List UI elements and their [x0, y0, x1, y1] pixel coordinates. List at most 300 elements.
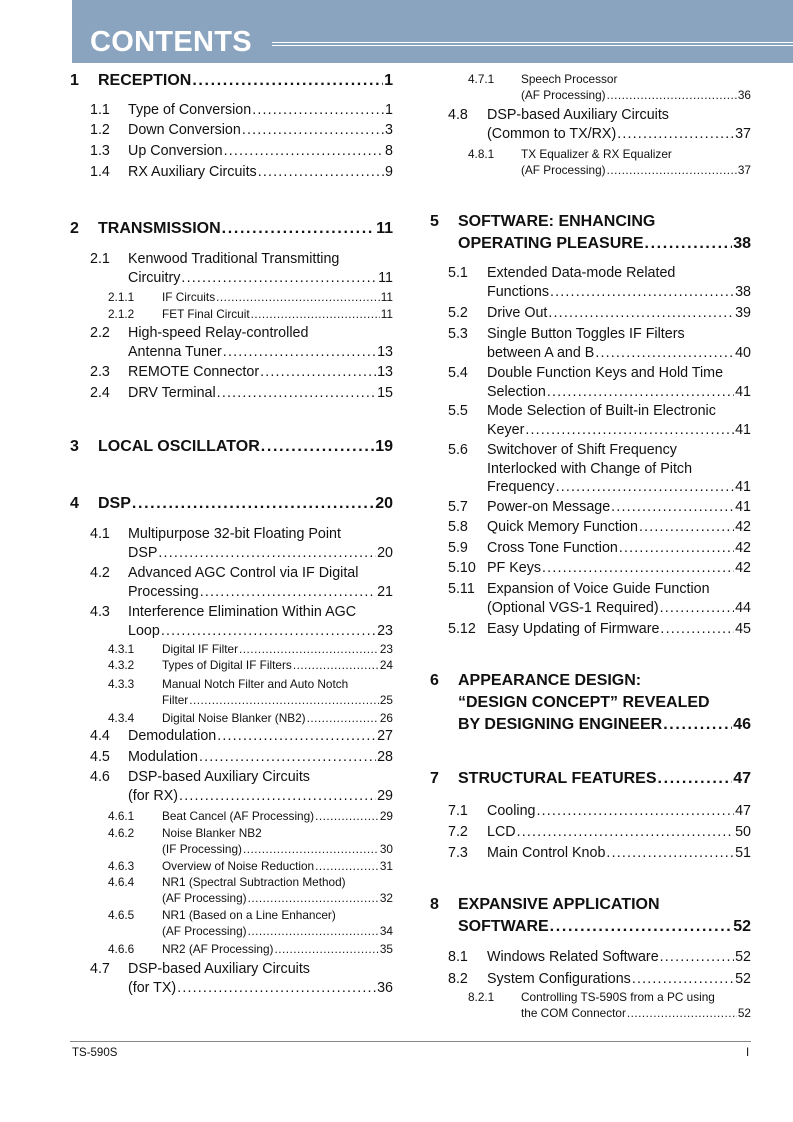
toc-line [487, 498, 751, 517]
toc-section[interactable] [430, 441, 751, 497]
toc-chapter[interactable] [430, 768, 751, 790]
dot-leader [556, 478, 735, 497]
toc-page-number: 26 [379, 711, 393, 725]
toc-chapter[interactable] [70, 436, 393, 458]
toc-page-number: 11 [378, 269, 393, 286]
toc-title: Mode Selection of Built-in Electronic [487, 403, 716, 419]
toc-page-number: 41 [735, 499, 751, 515]
toc-title: Single Button Toggles IF Filters [487, 326, 685, 342]
toc-number: 2 [70, 220, 79, 237]
toc-title: STRUCTURAL FEATURES [458, 770, 657, 787]
toc-page-number: 51 [735, 845, 751, 861]
dot-leader [307, 710, 379, 726]
toc-title: DSP [128, 544, 158, 561]
dot-leader [315, 858, 379, 874]
toc-section[interactable] [430, 364, 751, 401]
toc-title: APPEARANCE DESIGN: [458, 672, 642, 689]
toc-number: 8.2.1 [468, 990, 495, 1004]
toc-page-number: 36 [377, 979, 393, 996]
toc-line [521, 162, 751, 178]
toc-chapter[interactable] [430, 894, 751, 938]
toc-title: Circuitry [128, 269, 181, 286]
dot-leader [606, 844, 734, 863]
toc-title: Controlling TS-590S from a PC using [521, 990, 715, 1004]
toc-line [128, 748, 393, 767]
toc-number: 4.5 [90, 749, 110, 765]
toc-section[interactable] [430, 402, 751, 439]
toc-number: 4.3.3 [108, 677, 135, 691]
footer-divider [70, 1041, 751, 1042]
dot-leader [217, 727, 376, 746]
toc-title: Cooling [487, 803, 536, 819]
toc-line [98, 436, 393, 458]
toc-number: 2.1.2 [108, 307, 135, 321]
toc-page-number: 36 [737, 88, 751, 102]
toc-number: 4.6.2 [108, 826, 135, 840]
toc-number: 4.3.4 [108, 711, 135, 725]
toc-line [128, 544, 393, 563]
toc-title: Drive Out [487, 305, 548, 321]
toc-title: Digital Noise Blanker (NB2) [162, 711, 306, 725]
toc-line [458, 233, 751, 255]
toc-number: 4.6.3 [108, 859, 135, 873]
dot-leader [217, 384, 376, 403]
toc-subsection[interactable] [70, 641, 393, 657]
toc-page-number: 37 [735, 125, 751, 142]
toc-line [128, 142, 393, 161]
dot-leader [251, 306, 380, 322]
toc-section[interactable] [70, 603, 393, 640]
toc-title: (Common to TX/RX) [487, 125, 617, 142]
toc-page-number: 13 [377, 343, 393, 360]
toc-title: TX Equalizer & RX Equalizer [521, 147, 672, 161]
dot-leader [177, 979, 376, 998]
toc-title: Windows Related Software [487, 949, 659, 965]
toc-subsection[interactable] [70, 306, 393, 322]
toc-page-number: 46 [733, 716, 751, 733]
dot-leader [315, 808, 379, 824]
toc-line [128, 269, 393, 288]
toc-page-number: 34 [379, 924, 393, 938]
toc-line [128, 101, 393, 120]
toc-title: EXPANSIVE APPLICATION [458, 896, 660, 913]
dot-leader [660, 620, 734, 639]
toc-number: 4.2 [90, 565, 110, 581]
toc-number: 4.6.6 [108, 942, 135, 956]
toc-section[interactable] [70, 142, 393, 161]
dot-leader [199, 748, 376, 767]
toc-chapter[interactable] [430, 670, 751, 736]
toc-number: 4.3.1 [108, 642, 135, 656]
toc-section[interactable] [70, 363, 393, 382]
toc-subsection[interactable] [430, 989, 751, 1021]
toc-line [128, 121, 393, 140]
dot-leader [274, 941, 378, 957]
toc-page-number: 23 [379, 642, 393, 656]
toc-section[interactable] [70, 960, 393, 997]
toc-page-number: 31 [379, 859, 393, 873]
dot-leader [179, 787, 376, 806]
toc-number: 4.8 [448, 107, 468, 123]
toc-line [128, 979, 393, 998]
toc-page-number: 45 [735, 621, 751, 637]
toc-number: 4.6 [90, 769, 110, 785]
dot-leader [252, 101, 384, 120]
toc-number: 2.1 [90, 251, 110, 267]
dot-leader [261, 436, 374, 458]
toc-title: (AF Processing) [162, 924, 247, 938]
toc-title: (AF Processing) [162, 891, 247, 905]
toc-number: 5 [430, 213, 439, 230]
toc-chapter[interactable] [430, 211, 751, 255]
toc-line [162, 890, 393, 906]
dot-leader [192, 70, 383, 92]
toc-title: DSP [98, 495, 131, 512]
toc-title: LCD [487, 824, 516, 840]
toc-title: PF Keys [487, 560, 542, 576]
dot-leader [639, 518, 734, 537]
toc-page-number: 35 [379, 942, 393, 956]
toc-line [128, 384, 393, 403]
toc-number: 5.5 [448, 403, 468, 419]
dot-leader [525, 421, 734, 440]
toc-subsection[interactable] [430, 71, 751, 103]
toc-line [487, 948, 751, 967]
toc-number: 5.9 [448, 540, 468, 556]
toc-line [487, 970, 751, 989]
toc-line [487, 559, 751, 578]
toc-number: 5.1 [448, 265, 468, 281]
toc-line [128, 343, 393, 362]
toc-number: 5.6 [448, 442, 468, 458]
toc-page-number: 50 [735, 824, 751, 840]
toc-number: 3 [70, 438, 79, 455]
toc-title: Type of Conversion [128, 102, 252, 118]
toc-title: Types of Digital IF Filters [162, 658, 292, 672]
toc-title: Extended Data-mode Related [487, 265, 676, 281]
toc-subsection[interactable] [70, 676, 393, 708]
toc-page-number: 32 [379, 891, 393, 905]
toc-title: LOCAL OSCILLATOR [98, 438, 260, 455]
toc-section[interactable] [430, 106, 751, 143]
toc-line [98, 218, 393, 240]
toc-page-number: 42 [735, 519, 751, 535]
dot-leader [223, 343, 376, 362]
dot-leader [260, 363, 376, 382]
dot-leader [222, 218, 375, 240]
toc-page-number: 47 [733, 770, 751, 787]
toc-section[interactable] [430, 559, 751, 578]
toc-title: NR1 (Spectral Subtraction Method) [162, 875, 346, 889]
toc-title: Cross Tone Function [487, 540, 618, 556]
toc-title: BY DESIGNING ENGINEER [458, 716, 663, 733]
toc-line [458, 916, 751, 938]
toc-number: 5.4 [448, 365, 468, 381]
toc-page-number: 42 [735, 540, 751, 556]
toc-title: Kenwood Traditional Transmitting [128, 251, 340, 267]
toc-number: 5.3 [448, 326, 468, 342]
dot-leader [216, 289, 380, 305]
toc-section[interactable] [70, 768, 393, 805]
toc-number: 7.1 [448, 803, 468, 819]
toc-title: Keyer [487, 421, 525, 438]
toc-title: DSP-based Auxiliary Circuits [128, 769, 310, 785]
toc-number: 8.1 [448, 949, 468, 965]
toc-section[interactable] [70, 384, 393, 403]
toc-title: the COM Connector [521, 1006, 626, 1020]
dot-leader [660, 599, 734, 618]
toc-title: Speech Processor [521, 72, 618, 86]
toc-subsection[interactable] [70, 808, 393, 824]
dot-leader [550, 916, 733, 938]
toc-chapter[interactable] [70, 493, 393, 515]
toc-section[interactable] [70, 101, 393, 120]
toc-page-number: 42 [735, 560, 751, 576]
dot-leader [189, 692, 379, 708]
dot-leader [547, 383, 734, 402]
toc-number: 4.6.5 [108, 908, 135, 922]
toc-line [128, 787, 393, 806]
toc-line [458, 714, 751, 736]
dot-leader [239, 641, 379, 657]
toc-title: Interference Elimination Within AGC [128, 604, 357, 620]
dot-leader [663, 714, 732, 736]
toc-number: 4.3 [90, 604, 110, 620]
toc-section[interactable] [70, 250, 393, 287]
toc-title: OPERATING PLEASURE [458, 235, 644, 252]
toc-section[interactable] [430, 970, 751, 989]
toc-title: between A and B [487, 344, 595, 361]
toc-line [487, 539, 751, 558]
toc-section[interactable] [70, 324, 393, 361]
toc-page-number: 39 [735, 305, 751, 321]
footer-page-number: I [746, 1047, 750, 1059]
toc-number: 2.4 [90, 385, 110, 401]
toc-title: Down Conversion [128, 122, 241, 138]
dot-leader [200, 583, 376, 602]
toc-number: 4.1 [90, 526, 110, 542]
toc-page-number: 29 [379, 809, 393, 823]
toc-page-number: 41 [735, 421, 751, 438]
toc-title: Functions [487, 283, 549, 300]
toc-title: Switchover of Shift Frequency [487, 442, 677, 458]
toc-line [162, 941, 393, 957]
toc-line [162, 657, 393, 673]
toc-section[interactable] [430, 844, 751, 863]
toc-subsection[interactable] [70, 907, 393, 939]
toc-title: Manual Notch Filter and Auto Notch [162, 677, 349, 691]
contents-banner [72, 0, 793, 63]
toc-title: Advanced AGC Control via IF Digital [128, 565, 359, 581]
toc-subsection[interactable] [70, 710, 393, 726]
toc-line [162, 289, 393, 305]
toc-page-number: 9 [385, 164, 393, 180]
toc-line [521, 1005, 751, 1021]
toc-number: 4.3.2 [108, 658, 135, 672]
dot-leader [619, 539, 734, 558]
dot-leader [243, 841, 379, 857]
dot-leader [242, 121, 384, 140]
toc-line [162, 641, 393, 657]
toc-section[interactable] [430, 264, 751, 301]
toc-title: NR2 (AF Processing) [162, 942, 274, 956]
footer-model: TS-590S [72, 1047, 118, 1059]
toc-section[interactable] [430, 304, 751, 323]
toc-title: SOFTWARE [458, 918, 549, 935]
toc-page-number: 52 [737, 1006, 751, 1020]
toc-page-number: 1 [384, 72, 393, 89]
toc-section[interactable] [70, 564, 393, 601]
toc-title: Up Conversion [128, 143, 223, 159]
toc-title: FET Final Circuit [162, 307, 250, 321]
toc-title: Interlocked with Change of Pitch [487, 460, 693, 477]
toc-title: Expansion of Voice Guide Function [487, 581, 710, 597]
toc-page-number: 29 [377, 787, 393, 804]
dot-leader [224, 142, 384, 161]
toc-page-number: 38 [733, 235, 751, 252]
toc-number: 2.3 [90, 364, 110, 380]
dot-leader [248, 890, 379, 906]
toc-section[interactable] [70, 121, 393, 140]
dot-leader [550, 283, 734, 302]
toc-number: 4.7 [90, 961, 110, 977]
toc-line [162, 808, 393, 824]
dot-leader [161, 622, 376, 641]
toc-line [162, 858, 393, 874]
dot-leader [258, 163, 384, 182]
toc-number: 7.2 [448, 824, 468, 840]
toc-line [128, 363, 393, 382]
toc-chapter[interactable] [70, 70, 393, 92]
toc-title: Loop [128, 622, 160, 639]
toc-number: 2.1.1 [108, 290, 135, 304]
toc-number: 4.6.4 [108, 875, 135, 889]
toc-line [487, 283, 751, 302]
toc-line [487, 383, 751, 402]
toc-number: 4.6.1 [108, 809, 135, 823]
toc-section[interactable] [430, 325, 751, 362]
toc-page-number: 11 [376, 220, 393, 237]
toc-title: SOFTWARE: ENHANCING [458, 213, 656, 230]
toc-line [487, 599, 751, 618]
toc-line [487, 620, 751, 639]
dot-leader [627, 1005, 737, 1021]
dot-leader [617, 125, 734, 144]
toc-title: DSP-based Auxiliary Circuits [487, 107, 669, 123]
toc-section[interactable] [430, 948, 751, 967]
toc-number: 2.2 [90, 325, 110, 341]
toc-subsection[interactable] [70, 858, 393, 874]
toc-page-number: 25 [379, 693, 393, 707]
toc-page-number: 11 [380, 290, 393, 304]
toc-line [487, 518, 751, 537]
toc-section[interactable] [70, 748, 393, 767]
toc-number: 1.1 [90, 102, 110, 118]
toc-section[interactable] [430, 498, 751, 517]
toc-page-number: 1 [385, 102, 393, 118]
toc-number: 5.11 [448, 581, 475, 597]
toc-title: DSP-based Auxiliary Circuits [128, 961, 310, 977]
toc-line [128, 163, 393, 182]
toc-line [487, 844, 751, 863]
toc-page-number: 37 [737, 163, 751, 177]
toc-title: RECEPTION [98, 72, 192, 89]
toc-section[interactable] [430, 802, 751, 821]
toc-title: REMOTE Connector [128, 364, 260, 380]
toc-number: 5.2 [448, 305, 468, 321]
toc-number: 4.4 [90, 728, 110, 744]
dot-leader [181, 269, 377, 288]
toc-line [487, 125, 751, 144]
toc-subsection[interactable] [70, 289, 393, 305]
dot-leader [607, 162, 737, 178]
toc-line [458, 768, 751, 790]
toc-line [128, 727, 393, 746]
toc-title: Selection [487, 383, 546, 400]
toc-line [487, 344, 751, 363]
toc-section[interactable] [430, 580, 751, 617]
toc-number: 5.12 [448, 621, 476, 637]
toc-title: Overview of Noise Reduction [162, 859, 315, 873]
toc-subsection[interactable] [70, 825, 393, 857]
dot-leader [158, 544, 376, 563]
toc-title: Multipurpose 32-bit Floating Point [128, 526, 341, 542]
dot-leader [132, 493, 374, 515]
toc-title: Demodulation [128, 728, 217, 744]
toc-title: NR1 (Based on a Line Enhancer) [162, 908, 336, 922]
toc-title: Double Function Keys and Hold Time [487, 365, 724, 381]
toc-subsection[interactable] [70, 657, 393, 673]
toc-section[interactable] [70, 163, 393, 182]
toc-title: (AF Processing) [521, 88, 606, 102]
dot-leader [517, 823, 734, 842]
toc-line [128, 583, 393, 602]
toc-page-number: 3 [385, 122, 393, 138]
toc-title: Main Control Knob [487, 845, 606, 861]
toc-section[interactable] [430, 539, 751, 558]
toc-title: “DESIGN CONCEPT” REVEALED [458, 694, 710, 711]
toc-line [162, 306, 393, 322]
toc-title: Modulation [128, 749, 198, 765]
toc-title: Noise Blanker NB2 [162, 826, 262, 840]
toc-subsection[interactable] [70, 941, 393, 957]
toc-subsection[interactable] [430, 146, 751, 178]
toc-subsection[interactable] [70, 874, 393, 906]
toc-title: IF Circuits [162, 290, 216, 304]
toc-section[interactable] [70, 525, 393, 562]
toc-line [487, 304, 751, 323]
toc-title: TRANSMISSION [98, 220, 221, 237]
toc-title: Filter [162, 693, 189, 707]
toc-title: Frequency [487, 479, 555, 495]
toc-section[interactable] [70, 727, 393, 746]
toc-page-number: 23 [377, 622, 393, 639]
toc-page-number: 52 [735, 971, 751, 987]
toc-title: (for TX) [128, 979, 177, 996]
toc-line [162, 710, 393, 726]
toc-title: Power-on Message [487, 499, 611, 515]
toc-line [521, 87, 751, 103]
toc-section[interactable] [430, 518, 751, 537]
toc-section[interactable] [430, 620, 751, 639]
toc-line [128, 622, 393, 641]
toc-chapter[interactable] [70, 218, 393, 240]
toc-title: (for RX) [128, 787, 179, 804]
toc-line [98, 70, 393, 92]
toc-title: (IF Processing) [162, 842, 242, 856]
toc-line [162, 841, 393, 857]
toc-section[interactable] [430, 823, 751, 842]
